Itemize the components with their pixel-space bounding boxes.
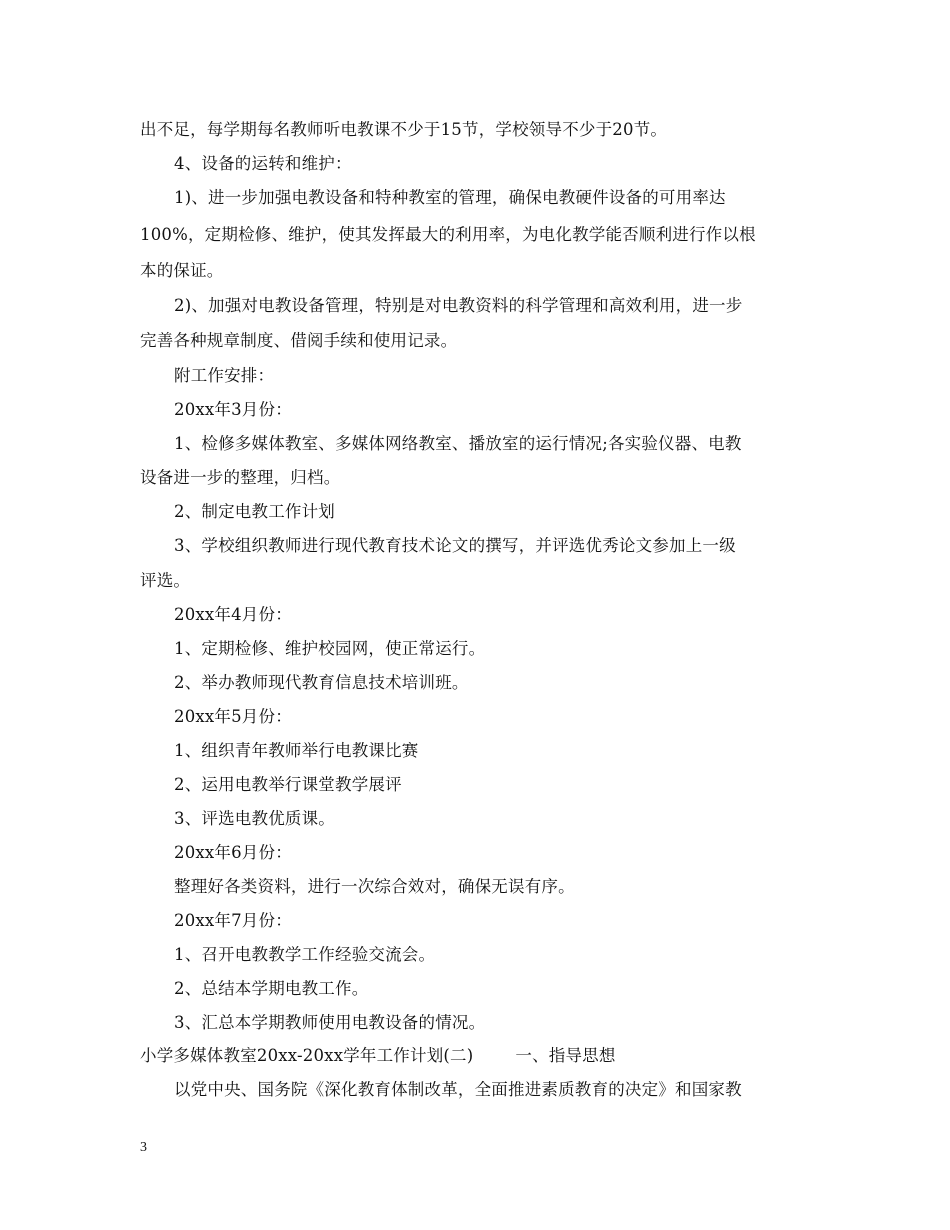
text-line: 本的保证。 <box>140 261 224 280</box>
text-line: 1、组织青年教师举行电教课比赛 <box>174 741 419 760</box>
section-heading <box>140 1045 616 1067</box>
text-line: 出不足，每学期每名教师听电教课不少于15节，学校领导不少于20节。 <box>140 120 668 139</box>
plan-title: 小学多媒体教室20xx-20xx学年工作计划(二) <box>140 1046 474 1065</box>
text-line: 2)、加强对电教设备管理，特别是对电教资料的科学管理和高效利用，进一步 <box>174 296 743 315</box>
text-line: 100%，定期检修、维护，使其发挥最大的利用率，为电化教学能否顺利进行作以根 <box>140 225 756 244</box>
text-line: 2、制定电教工作计划 <box>174 502 335 521</box>
text-line: 20xx年7月份： <box>174 911 292 930</box>
section-title: 一、指导思想 <box>515 1046 616 1065</box>
text-line: 4、设备的运转和维护： <box>174 154 352 173</box>
page-number: 3 <box>140 1140 147 1155</box>
text-line: 1、召开电教教学工作经验交流会。 <box>174 945 436 964</box>
text-line: 2、举办教师现代教育信息技术培训班。 <box>174 673 469 692</box>
text-line: 2、总结本学期电教工作。 <box>174 979 369 998</box>
text-line: 20xx年5月份： <box>174 707 292 726</box>
text-line: 3、学校组织教师进行现代教育技术论文的撰写，并评选优秀论文参加上一级 <box>174 536 736 555</box>
text-line: 附工作安排： <box>174 366 275 385</box>
text-line: 3、评选电教优质课。 <box>174 809 335 828</box>
text-line: 设备进一步的整理，归档。 <box>140 468 341 487</box>
text-line: 评选。 <box>140 571 191 590</box>
text-line: 20xx年4月份： <box>174 605 292 624</box>
text-line: 完善各种规章制度、借阅手续和使用记录。 <box>140 331 458 350</box>
text-line: 1、定期检修、维护校园网，使正常运行。 <box>174 639 486 658</box>
text-line: 以党中央、国务院《深化教育体制改革，全面推进素质教育的决定》和国家教 <box>174 1080 742 1099</box>
text-line: 1)、进一步加强电教设备和特种教室的管理，确保电教硬件设备的可用率达 <box>174 188 726 207</box>
text-line: 2、运用电教举行课堂教学展评 <box>174 775 402 794</box>
text-line: 20xx年6月份： <box>174 843 292 862</box>
text-line: 整理好各类资料，进行一次综合效对，确保无误有序。 <box>174 877 575 896</box>
text-line: 1、检修多媒体教室、多媒体网络教室、播放室的运行情况;各实验仪器、电教 <box>174 434 742 453</box>
text-line: 3、汇总本学期教师使用电教设备的情况。 <box>174 1013 486 1032</box>
text-line: 20xx年3月份： <box>174 400 292 419</box>
